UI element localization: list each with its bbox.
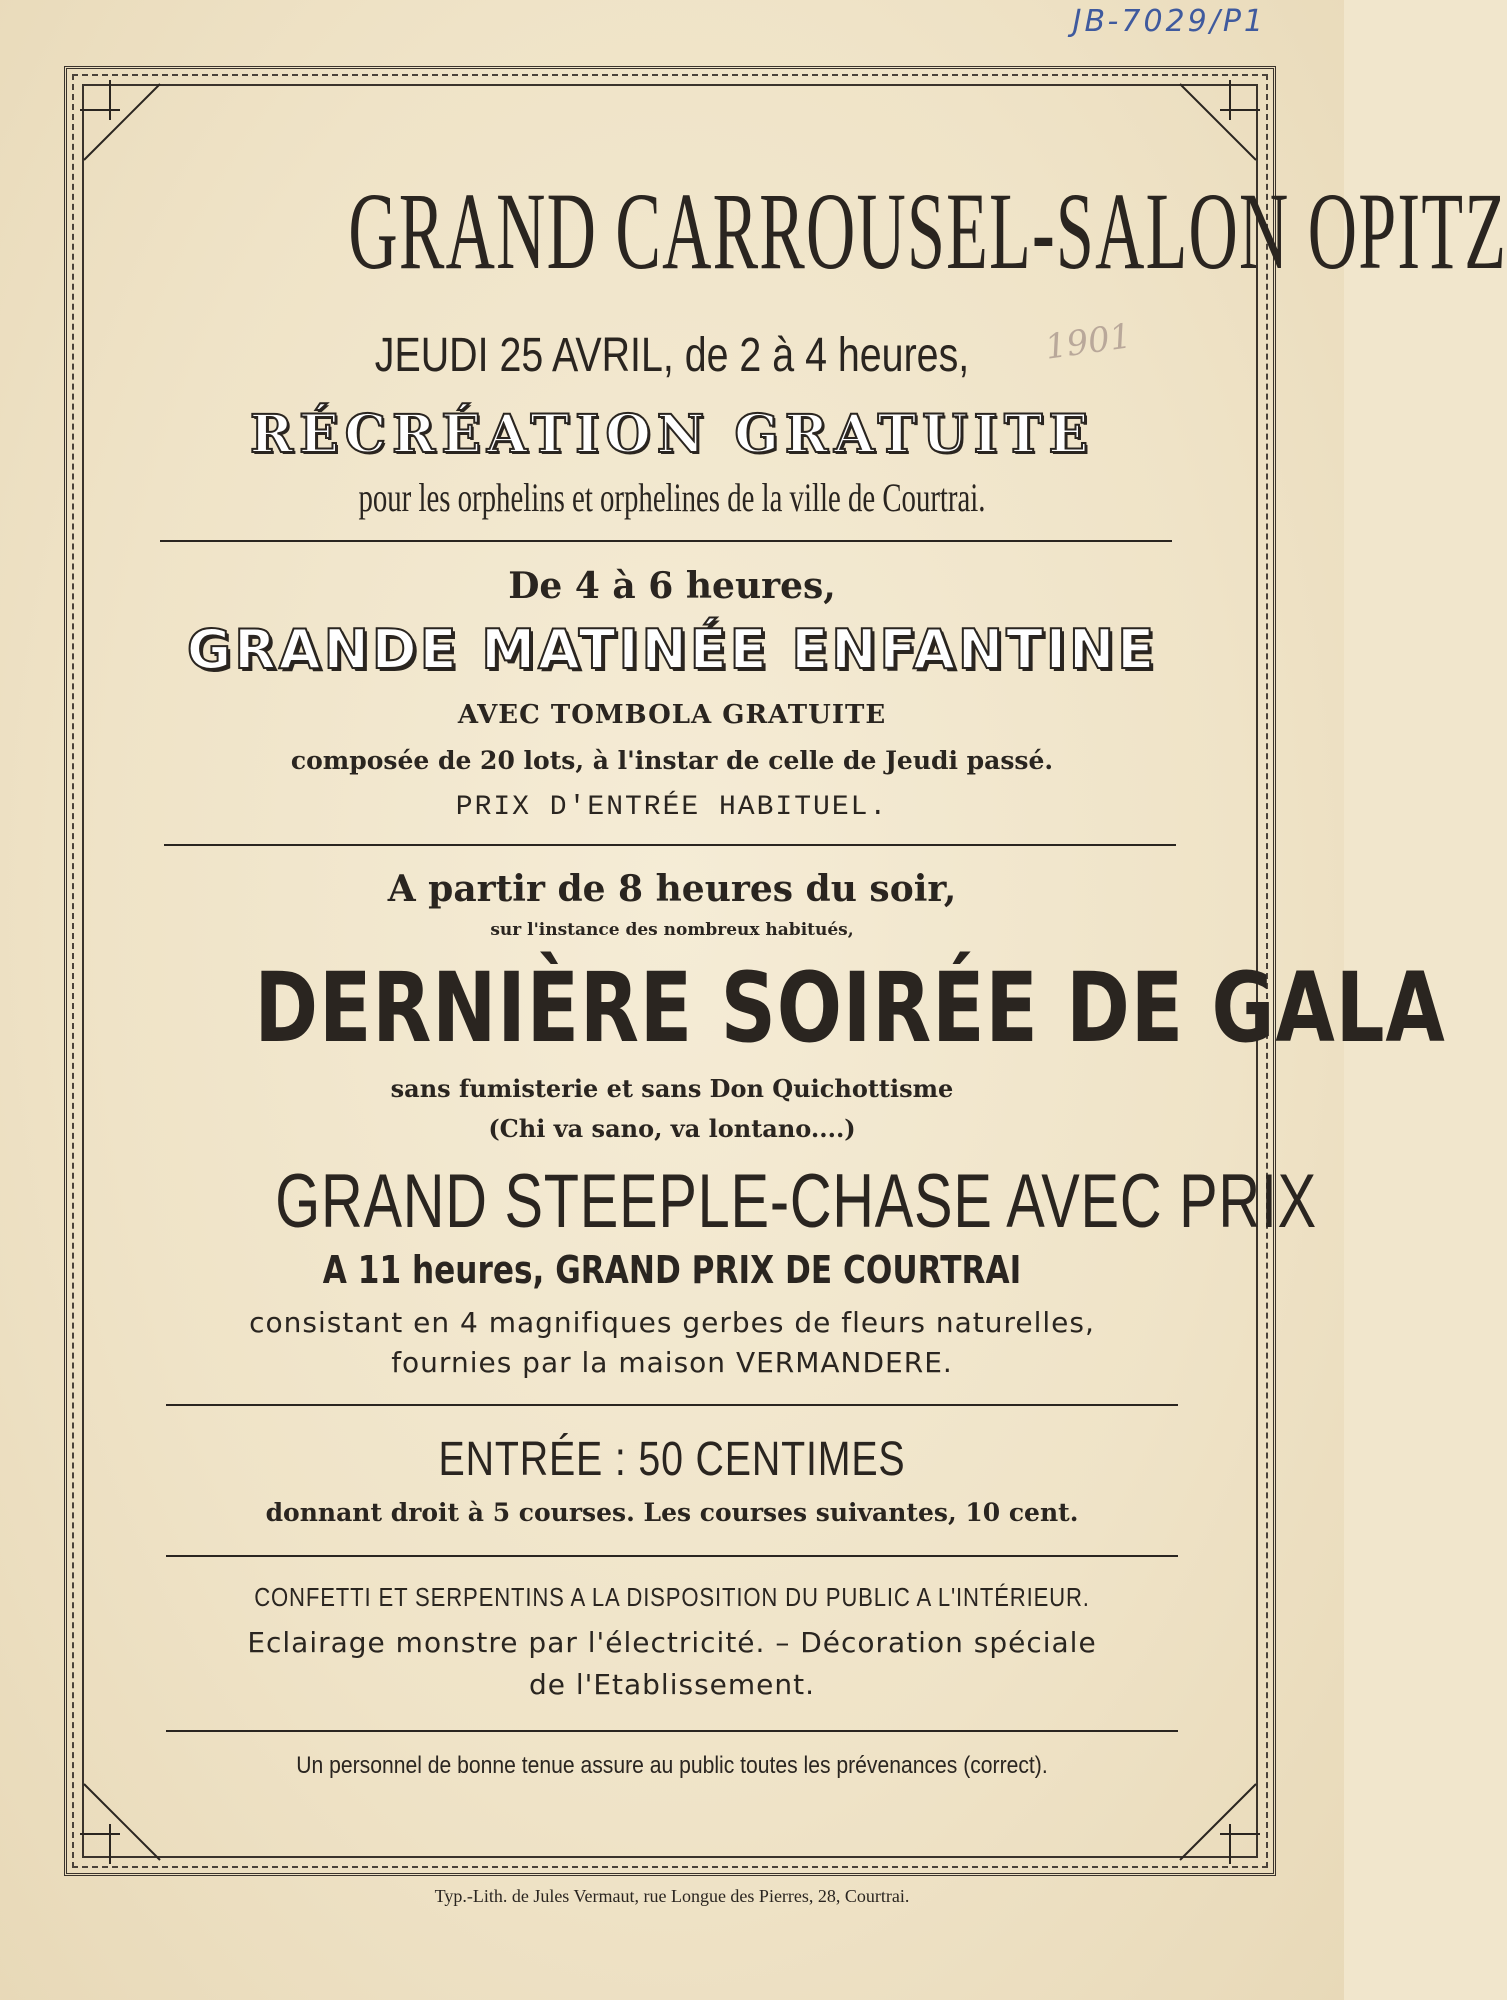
lighting-line-1: Eclairage monstre par l'électricité. – Décoration spéciale	[247, 1626, 1097, 1659]
tombola-line: AVEC TOMBOLA GRATUITE	[457, 700, 887, 730]
entry-price-note: PRIX D'ENTRÉE HABITUEL.	[455, 792, 889, 823]
lighting-line-2: de l'Etablissement.	[528, 1668, 816, 1701]
divider	[166, 1555, 1178, 1557]
date-line: JEUDI 25 AVRIL, de 2 à 4 heures,	[374, 329, 970, 382]
archive-reference: JB-7029/P1	[1072, 4, 1266, 39]
steeple-title: GRAND STEEPLE-CHASE AVEC PRIX	[275, 1159, 1317, 1244]
divider	[160, 540, 1172, 542]
prize-line-1: consistant en 4 magnifiques gerbes de fleurs naturelles,	[249, 1306, 1095, 1339]
matinee-time: De 4 à 6 heures,	[508, 565, 836, 607]
confetti-line: CONFETTI ET SERPENTINS A LA DISPOSITION DU PUBLIC A L'INTÉRIEUR.	[254, 1582, 1090, 1612]
entry-detail: donnant droit à 5 courses. Les courses suivantes, 10 cent.	[265, 1498, 1079, 1527]
evening-time: A partir de 8 heures du soir,	[387, 868, 957, 910]
instance-line: sur l'instance des nombreux habitués,	[490, 920, 854, 940]
gala-motto: (Chi va sano, va lontano....)	[488, 1114, 856, 1143]
divider	[164, 844, 1176, 846]
entry-price: ENTRÉE : 50 CENTIMES	[438, 1433, 906, 1486]
matinee-title: GRANDE MATINÉE ENFANTINE	[186, 618, 1158, 681]
divider	[166, 1404, 1178, 1406]
grand-prix-line: A 11 heures, GRAND PRIX DE COURTRAI	[322, 1248, 1022, 1292]
tombola-detail: composée de 20 lots, à l'instar de celle de Jeudi passé.	[290, 746, 1054, 775]
divider	[166, 1730, 1178, 1732]
gala-subtitle: sans fumisterie et sans Don Quichottisme	[390, 1074, 954, 1103]
recreation-heading: RÉCRÉATION GRATUITE	[249, 404, 1095, 465]
prize-line-2: fournies par la maison VERMANDERE.	[391, 1346, 953, 1379]
printer-credit: Typ.-Lith. de Jules Vermaut, rue Longue des Pierres, 28, Courtrai.	[434, 1886, 910, 1906]
orphans-line: pour les orphelins et orphelines de la ville de Courtrai.	[358, 475, 986, 520]
poster-title: GRAND CARROUSEL-SALON OPITZ	[348, 170, 1507, 292]
handwritten-year-note: 1901	[1042, 316, 1134, 368]
gala-title: DERNIÈRE SOIRÉE DE GALA	[254, 952, 1446, 1064]
staff-line: Un personnel de bonne tenue assure au public toutes les prévenances (correct).	[296, 1752, 1048, 1779]
